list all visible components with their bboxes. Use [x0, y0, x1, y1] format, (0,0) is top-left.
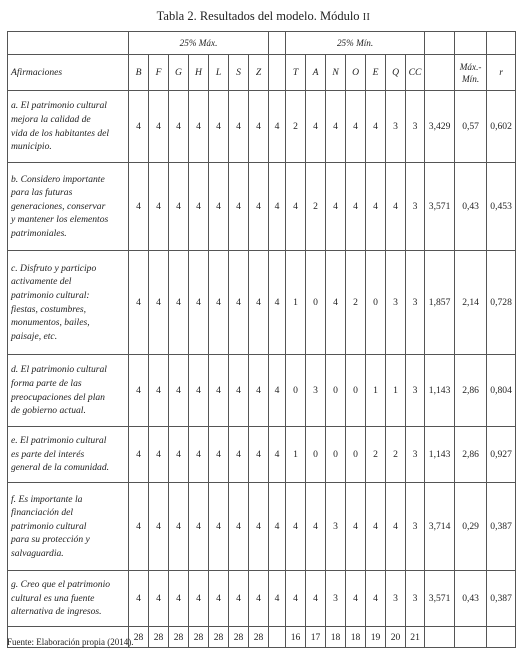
min-value-cell: 1 — [386, 355, 406, 427]
max-value-cell: 4 — [129, 571, 149, 627]
max-value-cell: 4 — [169, 251, 189, 355]
r-cell: 0,453 — [487, 163, 516, 251]
empty-cell — [425, 627, 455, 648]
max-value-cell: 4 — [229, 427, 249, 483]
maxmin-header-line: Mín. — [462, 73, 480, 84]
maxmin-header — [455, 55, 487, 91]
maxmin-cell: 0,43 — [455, 571, 487, 627]
table-caption — [0, 9, 527, 24]
mid-value-cell: 4 — [269, 571, 286, 627]
max-total-cell: 28 — [189, 627, 209, 648]
maxmin-cell: 2,86 — [455, 427, 487, 483]
ratio-cell: 3,429 — [425, 91, 455, 163]
min-value-cell: 3 — [386, 251, 406, 355]
max-col-header: S — [229, 55, 249, 91]
r-header: r — [487, 55, 516, 91]
min-total-cell: 21 — [406, 627, 425, 648]
min-col-header: N — [326, 55, 346, 91]
min-value-cell: 0 — [286, 355, 306, 427]
min-total-cell: 17 — [306, 627, 326, 648]
max-value-cell: 4 — [249, 251, 269, 355]
min-value-cell: 4 — [306, 483, 326, 571]
affirmation-line: e. El patrimonio cultural — [11, 435, 107, 447]
max-value-cell: 4 — [249, 163, 269, 251]
max-col-header: B — [129, 55, 149, 91]
min-value-cell: 2 — [366, 427, 386, 483]
affirmation-line: de gobierno actual. — [11, 405, 86, 417]
min-col-header: CC — [406, 55, 425, 91]
min-value-cell: 0 — [326, 355, 346, 427]
affirmation-line: para las futuras — [11, 187, 73, 199]
r-cell: 0,387 — [487, 571, 516, 627]
max-value-cell: 4 — [229, 163, 249, 251]
max-total-cell: 28 — [129, 627, 149, 648]
afirmaciones-header: Afirmaciones — [8, 55, 129, 91]
max-value-cell: 4 — [129, 163, 149, 251]
min-total-cell: 20 — [386, 627, 406, 648]
min-col-header: A — [306, 55, 326, 91]
min-value-cell: 4 — [306, 571, 326, 627]
max-total-cell: 28 — [169, 627, 189, 648]
min-value-cell: 2 — [386, 427, 406, 483]
max-value-cell: 4 — [189, 483, 209, 571]
group-header-row — [8, 32, 516, 55]
min-value-cell: 4 — [366, 483, 386, 571]
min-value-cell: 0 — [346, 427, 366, 483]
min-value-cell: 3 — [326, 483, 346, 571]
max-value-cell: 4 — [149, 163, 169, 251]
affirmation-line: b. Considero importante — [11, 173, 105, 185]
min-value-cell: 3 — [386, 91, 406, 163]
empty-cell — [487, 627, 516, 648]
ratio-cell: 1,143 — [425, 355, 455, 427]
ratio-cell: 1,857 — [425, 251, 455, 355]
max-value-cell: 4 — [209, 571, 229, 627]
affirmation-line: patrimoniales. — [11, 227, 67, 239]
max-col-header: H — [189, 55, 209, 91]
max-value-cell: 4 — [129, 427, 149, 483]
max-value-cell: 4 — [209, 251, 229, 355]
min-col-header: T — [286, 55, 306, 91]
max-value-cell: 4 — [169, 483, 189, 571]
max-value-cell: 4 — [149, 427, 169, 483]
max-value-cell: 4 — [129, 355, 149, 427]
max-value-cell: 4 — [209, 355, 229, 427]
min-value-cell: 3 — [406, 163, 425, 251]
min-value-cell: 4 — [346, 571, 366, 627]
max-value-cell: 4 — [169, 91, 189, 163]
empty-cell — [455, 627, 487, 648]
mid-value-cell: 4 — [269, 427, 286, 483]
affirmation-cell — [8, 355, 129, 427]
caption-text: Tabla 2. Resultados del modelo. Módulo — [156, 9, 360, 23]
max-value-cell: 4 — [209, 163, 229, 251]
mid-value-cell: 4 — [269, 251, 286, 355]
min-value-cell: 4 — [326, 91, 346, 163]
affirmation-line: g. Creo que el patrimonio — [11, 579, 111, 591]
min-value-cell: 4 — [386, 163, 406, 251]
affirmation-line: a. El patrimonio cultural — [11, 100, 107, 112]
affirmation-line: y mantener los elementos — [11, 214, 109, 226]
min-value-cell: 3 — [406, 483, 425, 571]
r-cell: 0,927 — [487, 427, 516, 483]
table-row — [8, 251, 516, 355]
affirmation-line: preocupaciones del plan — [11, 391, 105, 403]
empty-cell — [269, 55, 286, 91]
max-value-cell: 4 — [189, 355, 209, 427]
table-row — [8, 163, 516, 251]
affirmation-line: municipio. — [11, 141, 52, 153]
min-value-cell: 0 — [326, 427, 346, 483]
min-value-cell: 3 — [306, 355, 326, 427]
table-row — [8, 91, 516, 163]
max-value-cell: 4 — [229, 483, 249, 571]
affirmation-cell — [8, 251, 129, 355]
mid-value-cell: 4 — [269, 163, 286, 251]
min-value-cell: 3 — [406, 355, 425, 427]
affirmation-cell — [8, 91, 129, 163]
max-value-cell: 4 — [229, 571, 249, 627]
max-value-cell: 4 — [229, 251, 249, 355]
max-value-cell: 4 — [169, 163, 189, 251]
r-cell: 0,387 — [487, 483, 516, 571]
min-value-cell: 4 — [306, 91, 326, 163]
max-value-cell: 4 — [129, 91, 149, 163]
affirmation-line: d. El patrimonio cultural — [11, 364, 107, 376]
caption-numeral: II — [362, 12, 371, 23]
min-value-cell: 4 — [366, 91, 386, 163]
min-value-cell: 3 — [406, 571, 425, 627]
table-row — [8, 355, 516, 427]
affirmation-line: generaciones, conservar — [11, 200, 106, 212]
max-value-cell: 4 — [189, 251, 209, 355]
max-value-cell: 4 — [209, 483, 229, 571]
affirmation-line: c. Disfruto y participo — [11, 262, 97, 274]
max-value-cell: 4 — [169, 427, 189, 483]
source-note: Fuente: Elaboración propia (2014). — [7, 637, 134, 647]
min-value-cell: 1 — [366, 355, 386, 427]
min-total-cell: 18 — [346, 627, 366, 648]
max-value-cell: 4 — [249, 91, 269, 163]
maxmin-cell: 2,14 — [455, 251, 487, 355]
affirmation-line: patrimonio cultural — [11, 520, 87, 532]
max-value-cell: 4 — [169, 355, 189, 427]
max-value-cell: 4 — [189, 427, 209, 483]
empty-cell — [269, 32, 286, 55]
max-col-header: Z — [249, 55, 269, 91]
affirmation-line: mejora la calidad de — [11, 113, 91, 125]
min-value-cell: 4 — [286, 163, 306, 251]
max-value-cell: 4 — [149, 251, 169, 355]
max-total-cell: 28 — [149, 627, 169, 648]
results-table — [7, 31, 516, 648]
affirmation-line: forma parte de las — [11, 377, 82, 389]
min-value-cell: 3 — [406, 91, 425, 163]
max-col-header: L — [209, 55, 229, 91]
min-value-cell: 3 — [406, 427, 425, 483]
affirmation-line: f. Es importante la — [11, 493, 83, 505]
empty-cell — [487, 32, 516, 55]
max-value-cell: 4 — [129, 251, 149, 355]
table-row — [8, 571, 516, 627]
max-value-cell: 4 — [189, 91, 209, 163]
r-cell: 0,728 — [487, 251, 516, 355]
max-value-cell: 4 — [249, 355, 269, 427]
min-value-cell: 4 — [326, 163, 346, 251]
max-total-cell: 28 — [249, 627, 269, 648]
ratio-cell: 3,714 — [425, 483, 455, 571]
affirmation-line: general de la comunidad. — [11, 462, 110, 474]
mid-value-cell: 4 — [269, 483, 286, 571]
max-value-cell: 4 — [209, 91, 229, 163]
empty-cell — [455, 32, 487, 55]
max-value-cell: 4 — [229, 91, 249, 163]
affirmation-line: fiestas, costumbres, — [11, 303, 87, 315]
max-value-cell: 4 — [189, 163, 209, 251]
min-value-cell: 4 — [366, 163, 386, 251]
min-value-cell: 2 — [346, 251, 366, 355]
min-value-cell: 0 — [306, 251, 326, 355]
group-min-label: 25% Mín. — [286, 32, 425, 55]
affirmation-line: salvaguardia. — [11, 547, 64, 559]
min-value-cell: 3 — [406, 251, 425, 355]
maxmin-header-line: Máx.- — [459, 61, 482, 72]
max-value-cell: 4 — [189, 571, 209, 627]
affirmation-line: alternativa de ingresos. — [11, 606, 102, 618]
affirmation-line: activamente del — [11, 276, 72, 288]
maxmin-cell: 0,57 — [455, 91, 487, 163]
min-total-cell: 18 — [326, 627, 346, 648]
affirmation-cell — [8, 571, 129, 627]
min-value-cell: 0 — [346, 355, 366, 427]
min-value-cell: 4 — [346, 163, 366, 251]
affirmation-cell — [8, 163, 129, 251]
mid-value-cell: 4 — [269, 355, 286, 427]
max-value-cell: 4 — [249, 483, 269, 571]
max-total-cell: 28 — [209, 627, 229, 648]
maxmin-cell: 0,29 — [455, 483, 487, 571]
min-value-cell: 1 — [286, 251, 306, 355]
max-value-cell: 4 — [149, 483, 169, 571]
empty-cell — [8, 32, 129, 55]
affirmation-line: para su protección y — [11, 534, 90, 546]
min-value-cell: 0 — [366, 251, 386, 355]
min-value-cell: 4 — [326, 251, 346, 355]
affirmation-line: patrimonio cultural: — [11, 289, 90, 301]
max-value-cell: 4 — [249, 427, 269, 483]
min-col-header: E — [366, 55, 386, 91]
min-total-cell: 16 — [286, 627, 306, 648]
affirmation-line: cultural es una fuente — [11, 592, 95, 604]
min-value-cell: 2 — [286, 91, 306, 163]
r-cell: 0,602 — [487, 91, 516, 163]
min-value-cell: 0 — [306, 427, 326, 483]
affirmation-line: financiación del — [11, 507, 74, 519]
min-value-cell: 4 — [366, 571, 386, 627]
min-value-cell: 4 — [286, 483, 306, 571]
min-value-cell: 4 — [346, 91, 366, 163]
max-value-cell: 4 — [249, 571, 269, 627]
affirmation-cell — [8, 483, 129, 571]
affirmation-line: vida de los habitantes del — [11, 127, 110, 139]
group-max-label: 25% Máx. — [129, 32, 269, 55]
max-col-header: F — [149, 55, 169, 91]
max-value-cell: 4 — [209, 427, 229, 483]
max-total-cell: 28 — [229, 627, 249, 648]
column-header-row — [8, 55, 516, 91]
table-row — [8, 483, 516, 571]
max-value-cell: 4 — [149, 355, 169, 427]
r-cell: 0,804 — [487, 355, 516, 427]
min-value-cell: 3 — [326, 571, 346, 627]
max-value-cell: 4 — [149, 571, 169, 627]
empty-cell — [269, 627, 286, 648]
table-row — [8, 427, 516, 483]
max-value-cell: 4 — [149, 91, 169, 163]
mid-value-cell: 4 — [269, 91, 286, 163]
max-value-cell: 4 — [169, 571, 189, 627]
ratio-cell: 1,143 — [425, 427, 455, 483]
min-value-cell: 2 — [306, 163, 326, 251]
min-value-cell: 4 — [346, 483, 366, 571]
affirmation-line: monumentos, bailes, — [11, 317, 90, 329]
min-total-cell: 19 — [366, 627, 386, 648]
empty-cell — [425, 32, 455, 55]
min-col-header: O — [346, 55, 366, 91]
max-value-cell: 4 — [229, 355, 249, 427]
maxmin-cell: 2,86 — [455, 355, 487, 427]
maxmin-cell: 0,43 — [455, 163, 487, 251]
affirmation-line: es parte del interés — [11, 448, 85, 460]
min-value-cell: 4 — [386, 483, 406, 571]
min-value-cell: 4 — [286, 571, 306, 627]
empty-cell — [425, 55, 455, 91]
ratio-cell: 3,571 — [425, 163, 455, 251]
affirmation-line: paisaje, etc. — [11, 330, 58, 342]
min-value-cell: 3 — [386, 571, 406, 627]
min-col-header: Q — [386, 55, 406, 91]
ratio-cell: 3,571 — [425, 571, 455, 627]
max-col-header: G — [169, 55, 189, 91]
max-value-cell: 4 — [129, 483, 149, 571]
min-value-cell: 1 — [286, 427, 306, 483]
affirmation-cell — [8, 427, 129, 483]
